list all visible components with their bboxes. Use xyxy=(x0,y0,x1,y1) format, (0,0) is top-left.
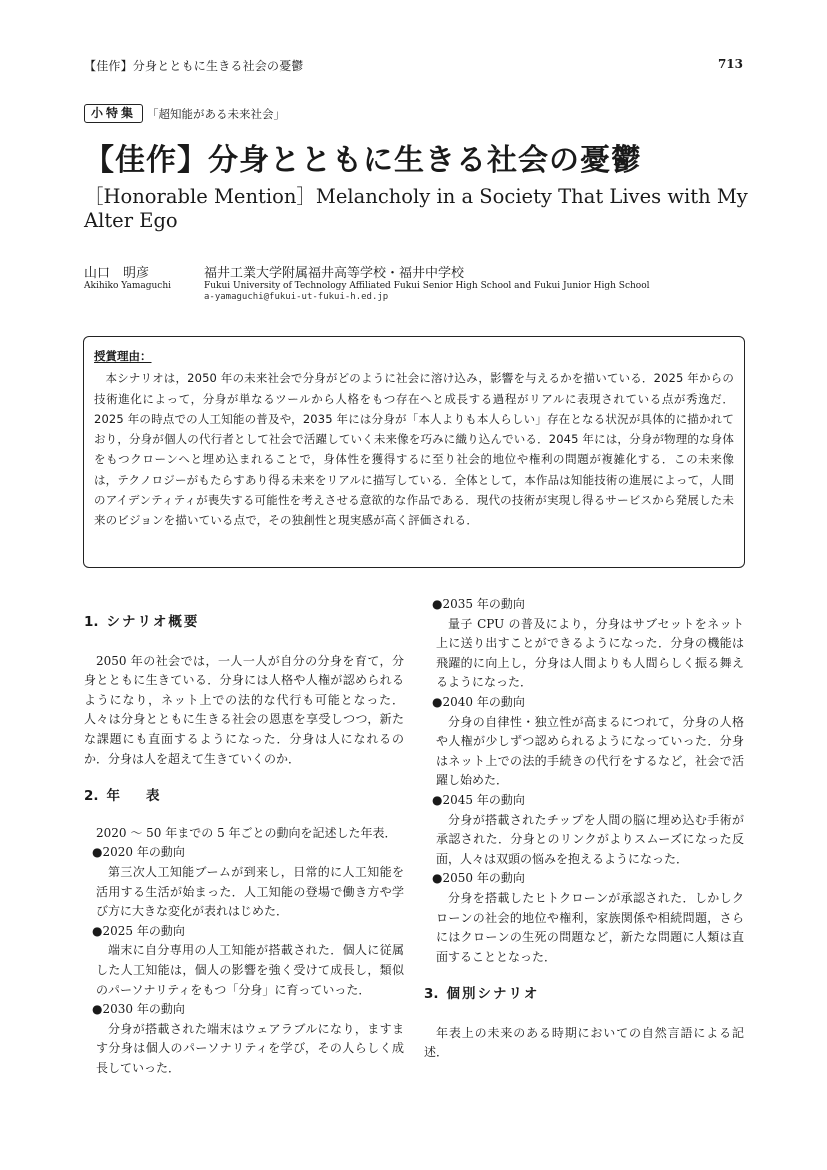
section3-heading: 3. 個別シナリオ xyxy=(424,986,540,1003)
timeline-heading-2020: ●2020 年の動向 xyxy=(92,845,185,860)
timeline-heading-2025: ●2025 年の動向 xyxy=(92,923,185,938)
timeline-text-2025: 端末に自分専用の人工知能が搭載された．個人に従属した人工知能は，個人の影響を強く受けて成長し，類似のパーソナリティをもつ「分身」に育っていった． xyxy=(96,943,404,997)
article-title-en: ［Honorable Mention］Melancholy in a Society That Lives with My Alter Ego xyxy=(84,185,748,232)
timeline-text-2045: 分身が搭載されたチップを人間の脳に埋め込む手術が承認された．分身とのリンクがよりスムーズになった反面，人々は双頭の悩みを抱えるようになった． xyxy=(436,812,744,866)
author-name-en: Akihiko Yamaguchi xyxy=(84,281,172,291)
right-column xyxy=(424,595,744,1063)
award-reason-box xyxy=(83,336,745,568)
running-title: 【佳作】分身とともに生きる社会の憂鬱 xyxy=(84,59,304,73)
article-title-ja: 【佳作】分身とともに生きる社会の憂鬱 xyxy=(84,143,642,178)
left-column xyxy=(84,613,404,1078)
feature-tag xyxy=(84,104,285,123)
award-label: 授賞理由： xyxy=(94,349,152,363)
section1-heading: 1. シナリオ概要 xyxy=(84,614,200,630)
author-name-ja: 山口 明彦 xyxy=(84,266,150,281)
timeline-text-2030: 分身が搭載された端末はウェアラブルになり，ますます分身は個人のパーソナリティを学び，その人らしく成長していった． xyxy=(96,1021,404,1075)
affiliation-ja: 福井工業大学附属福井高等学校・福井中学校 xyxy=(204,266,465,281)
section3-text: 年表上の未来のある時期においての自然言語による記述． xyxy=(424,1025,744,1060)
award-text: 本シナリオは，2050 年の未来社会で分身がどのように社会に溶け込み，影響を与えるかを描いている．2025 年からの技術進化によって，分身が単なるツールから人格をもつ存在へと成長する過程がリアルに表現されている点が秀逸だ．2025 年の時点での人工知能の普及や，2035 年には分身が「本人よりも本人らしい」存在となる状況が具体的に描かれており，分身が個人の代行者として社会で活躍していく未来像を巧みに織り込んでいる．2045 年には，分身が物理的な身体をもつクローンへと埋め込まれることで，身体性を獲得するに至り社会的地位や権利の問題が複雑化する．この未来像は，テクノロジーがもたらすあり得る未来をリアルに描写している．全体として，本作品は知能技術の進展によって，人間のアイデンティティが喪失する可能性を考えさせる意欲的な作品である．現代の技術が実現し得るサービスから発展した未来のビジョンを描いている点で，その独創性と現実感が高く評価される． xyxy=(94,371,734,528)
timeline-heading-2030: ●2030 年の動向 xyxy=(92,1002,185,1017)
timeline-heading-2040: ●2040 年の動向 xyxy=(432,694,525,709)
timeline-heading-2045: ●2045 年の動向 xyxy=(432,792,525,807)
timeline-heading-2050: ●2050 年の動向 xyxy=(432,871,525,886)
timeline-text-2035: 量子 CPU の普及により，分身はサブセットをネット上に送り出すことができるようになった．分身の機能は飛躍的に向上し，分身は人間よりも人間らしく振る舞えるようになった． xyxy=(436,616,744,690)
timeline-text-2050: 分身を搭載したヒトクローンが承認された．しかしクローンの社会的地位や権利，家族関係や相続問題，さらにはクローンの生死の問題など，新たな問題に人類は直面することとなった． xyxy=(436,890,744,964)
section1-text: 2050 年の社会では，一人一人が自分の分身を育て，分身とともに生きている．分身には人格や人権が認められるようになり，ネット上での法的な代行も可能となった．人々は分身とともに生きる社会の恩恵を享受しつつ，新たな課題にも直面するようになった．分身は人になれるのか．分身は人を超えて生きていくのか． xyxy=(84,653,404,766)
section2-intro: 2020 ～ 50 年までの 5 年ごとの動向を記述した年表． xyxy=(96,825,397,840)
feature-title: 「超知能がある未来社会」 xyxy=(147,106,286,121)
author-email[interactable]: a-yamaguchi@fukui-ut-fukui-h.ed.jp xyxy=(204,292,389,302)
section2-heading: 2. 年表 xyxy=(84,788,186,805)
timeline-text-2040: 分身の自律性・独立性が高まるにつれて，分身の人格や人権が少しずつ認められるようになっていった．分身はネット上での法的手続きの代行をするなど，社会で活躍し始めた． xyxy=(436,714,744,788)
page-number: 713 xyxy=(717,57,743,71)
feature-label: 小特集 xyxy=(84,104,143,123)
affiliation-en: Fukui University of Technology Affiliated Fukui Senior High School and Fukui Junior High School xyxy=(204,281,650,291)
timeline-heading-2035: ●2035 年の動向 xyxy=(432,597,525,611)
timeline-text-2020: 第三次人工知能ブームが到来し，日常的に人工知能を活用する生活が始まった．人工知能の登場で働き方や学び方に大きな変化が表れはじめた． xyxy=(96,864,404,919)
